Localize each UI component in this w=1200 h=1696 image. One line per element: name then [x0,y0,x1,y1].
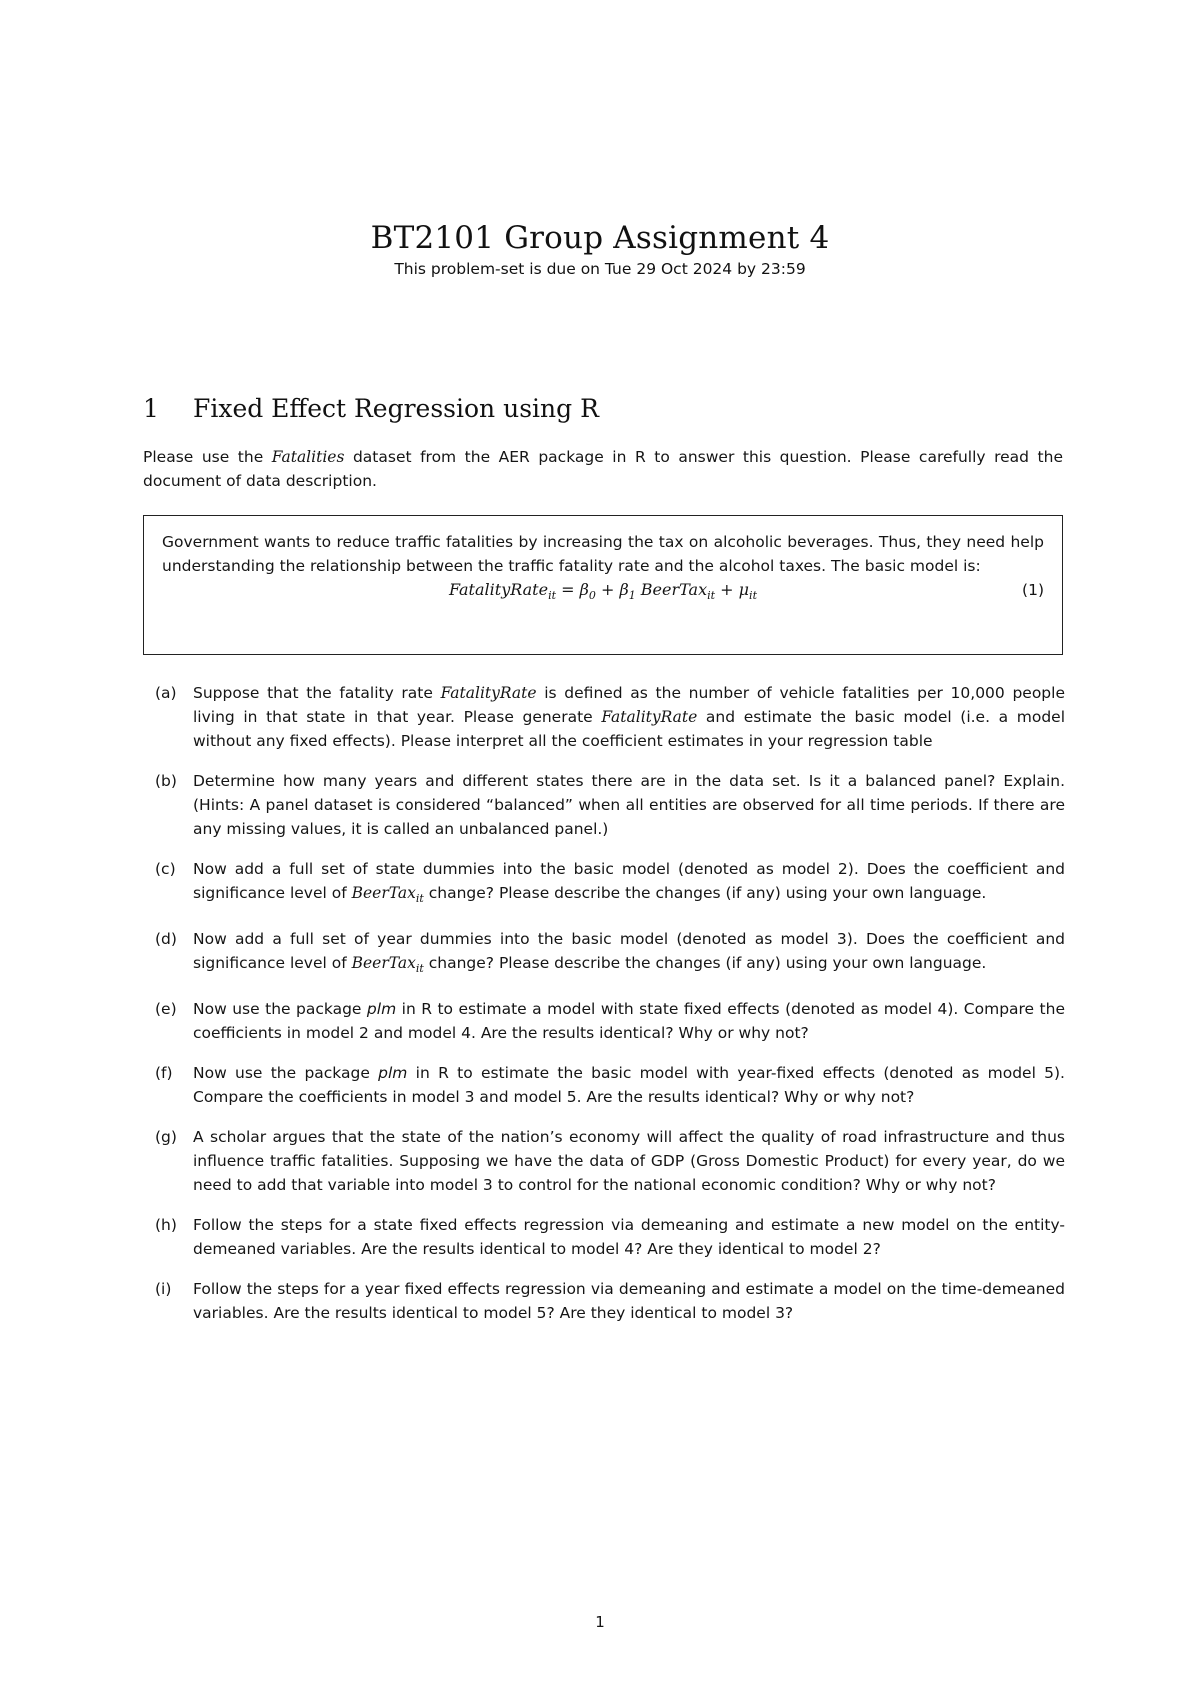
question-label: (f) [155,1064,173,1083]
section-heading [143,392,599,426]
intro-text-continued: dataset from the AER package in R to answer this question. Please carefully read the document of data description. [143,448,1063,490]
question-text: Now add a full set of year dummies into the basic model (denoted as model 3). Does the coefficient and significance level of [193,930,1065,973]
question-text: Now add a full set of state dummies into the basic model (denoted as model 2). Does the coefficient and significance level of [193,860,1065,902]
intro-text: Please use the [143,448,272,466]
question-label: (h) [155,1216,177,1235]
question-item-e [143,997,1065,1045]
question-text: Follow the steps for a year fixed effects regression via demeaning and estimate a model on the time-demeaned variables. Are the results identical to model 5? Are they identical to model 3? [193,1280,1065,1323]
equation-row [162,578,1044,604]
dataset-name: Fatalities [271,448,345,466]
section-intro [143,445,1063,493]
variable-fatalityrate: FatalityRate [440,684,537,702]
question-text: Follow the steps for a state fixed effects regression via demeaning and estimate a new model on the entity-demeaned variables. Are the results identical to model 4? Are they identical to model 2? [193,1216,1065,1259]
question-label: (c) [155,860,176,878]
question-list [143,681,1065,1341]
variable-fatalityrate: FatalityRate [601,708,698,726]
variable-beertax: BeerTax$_{it}$ [351,954,424,976]
question-text: Suppose that the fatality rate [193,684,441,702]
question-item-h [143,1213,1065,1261]
section-number: 1 [143,394,159,423]
question-item-a [143,681,1065,753]
question-text: is defined as the number of vehicle fatalities per 10,000 people living in that state in that year. Please generate [193,684,1065,726]
question-text: Now use the package [193,1000,367,1019]
question-item-d [143,927,1065,981]
question-label: (g) [155,1128,177,1147]
question-text: and estimate the basic model (i.e. a model without any fixed effects). Please interpret all the coefficient estimates in your regression table [193,708,1065,750]
variable-beertax: BeerTax$_{it}$ [351,884,424,906]
title-block [0,218,1200,280]
question-item-c [143,857,1065,911]
question-text: Determine how many years and different states there are in the data set. Is it a balanced panel? Explain. (Hints: A panel dataset is considered “balanced” when all entities are observed for all time periods. If there are any missing values, it is called an unbalanced panel.) [193,772,1065,838]
package-name: plm [378,1064,408,1083]
question-label: (a) [155,684,177,702]
question-item-g [143,1125,1065,1197]
question-label: (b) [155,772,177,790]
model-equation: FatalityRate$_{it}$ = $\beta_0 + \beta_1$ BeerTax$_{it}$ + $\mu_{it}$ [449,580,757,603]
model-box-text: Government wants to reduce traffic fatalities by increasing the tax on alcoholic beverages. Thus, they need help understanding the relationship between the traffic fatality rate and the alcohol taxes. The basic model is: [162,533,1044,575]
question-text: change? Please describe the changes (if any) using your own language. [423,884,987,902]
question-text: change? Please describe the changes (if any) using your own language. [423,954,987,973]
equation-number: (1) [1022,581,1044,599]
question-text: Now use the package [193,1064,379,1083]
question-text: in R to estimate a model with state fixed effects (denoted as model 4). Compare the coefficients in model 2 and model 4. Are the results identical? Why or why not? [193,1000,1065,1043]
question-item-f [143,1061,1065,1109]
question-item-b [143,769,1065,841]
question-label: (d) [155,930,177,949]
section-title: Fixed Effect Regression using R [193,394,599,423]
question-label: (e) [155,1000,177,1019]
page-number: 1 [595,1613,605,1631]
document-subtitle: This problem-set is due on Tue 29 Oct 2024 by 23:59 [394,260,806,278]
document-title: BT2101 Group Assignment 4 [370,220,830,256]
question-item-i [143,1277,1065,1325]
question-label: (i) [155,1280,172,1299]
question-text: A scholar argues that the state of the nation’s economy will affect the quality of road infrastructure and thus influence traffic fatalities. Supposing we have the data of GDP (Gross Domestic Product) for every year, do we need to add that variable into model 3 to control for the national economic condition? Why or why not? [193,1128,1065,1195]
model-box [143,515,1063,655]
package-name: plm [366,1000,397,1019]
question-text: in R to estimate the basic model with year-fixed effects (denoted as model 5). Compare the coefficients in model 3 and model 5. Are the results identical? Why or why not? [193,1064,1065,1107]
